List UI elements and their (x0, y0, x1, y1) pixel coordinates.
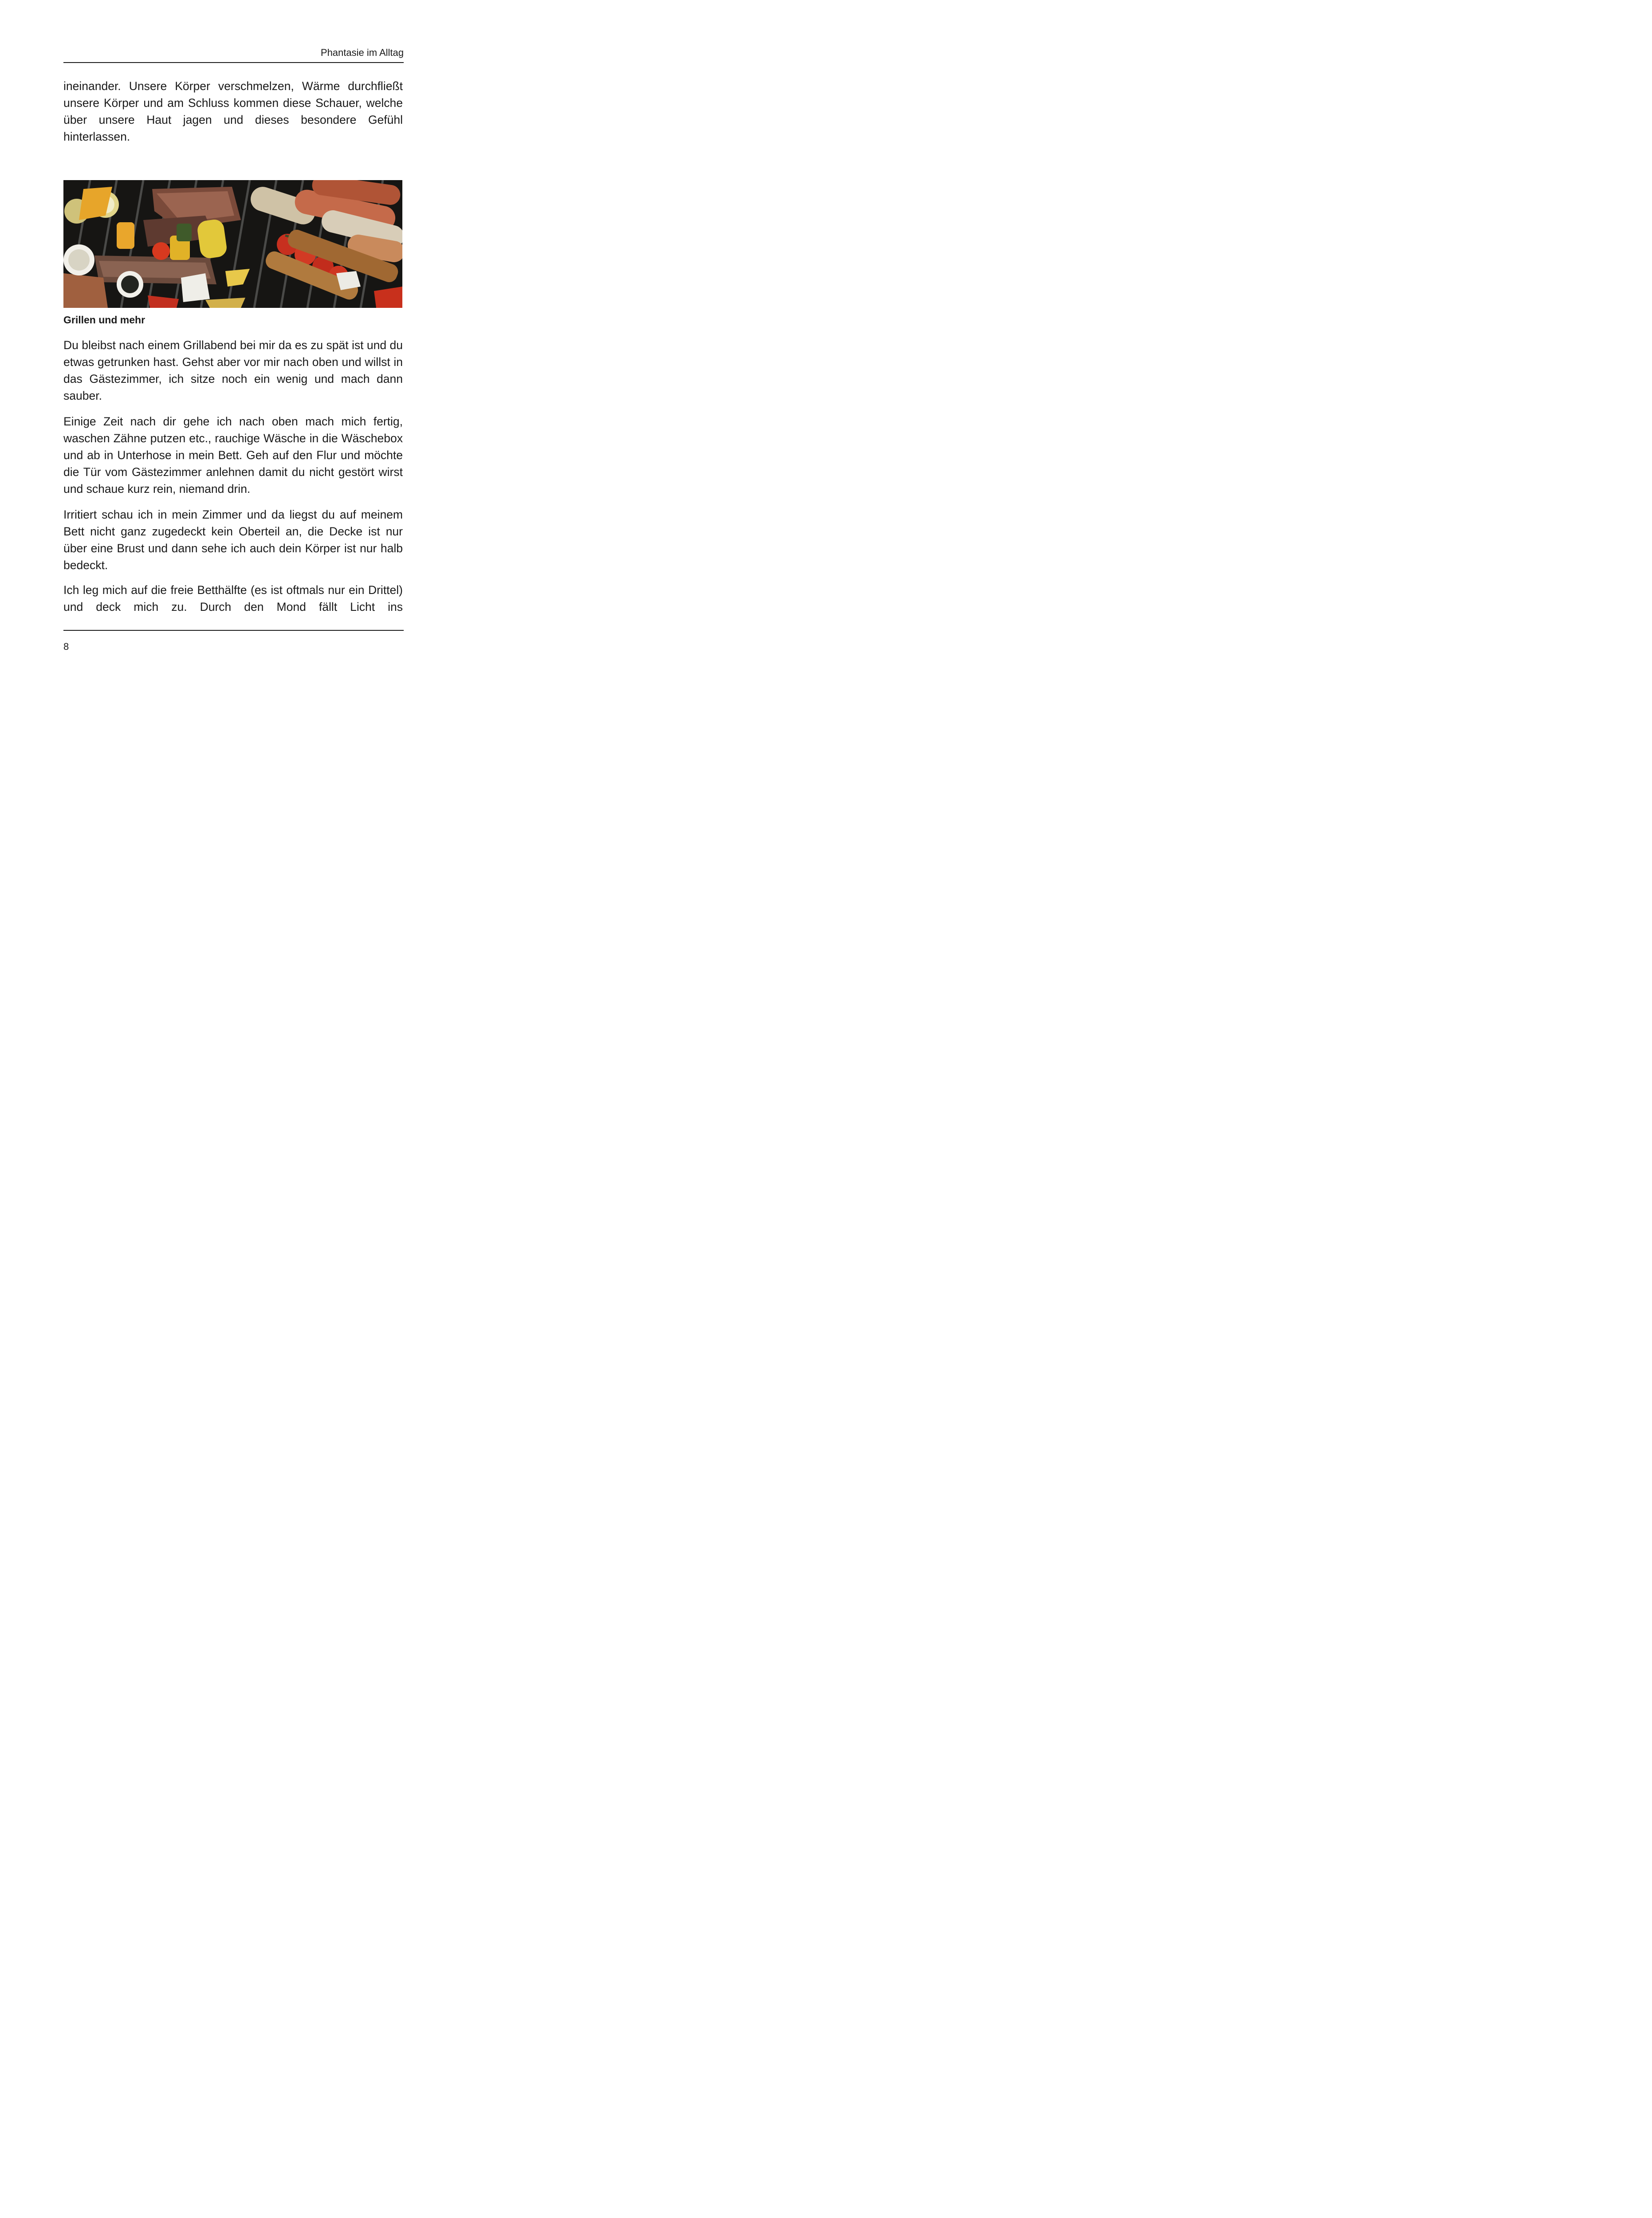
running-header-title: Phantasie im Alltag (320, 47, 404, 58)
paragraph-4: Irritiert schau ich in mein Zimmer und da liegst du auf meinem Bett nicht ganz zugedeckt kein Oberteil an, die Decke ist nur über eine Brust und dann sehe ich auch dein Körper ist nur halb bedeckt. (63, 508, 403, 572)
paragraph-3: Einige Zeit nach dir gehe ich nach oben mach mich fertig, waschen Zähne putzen etc., rauchige Wäsche in die Wäschebox und ab in Unterhose in mein Bett. Geh auf den Flur und möchte die Tür vom Gästezimmer anlehnen damit du nicht gestört wirst und schaue kurz rein, niemand drin. (63, 415, 403, 496)
grill-illustration (63, 180, 402, 308)
paragraph-1: ineinander. Unsere Körper verschmelzen, Wärme durchfließt unsere Körper und am Schluss kommen diese Schauer, welche über unsere Haut jagen und dieses besondere Gefühl hinterlassen. (63, 79, 403, 143)
figure-caption: Grillen und mehr (63, 314, 146, 326)
paragraph-2: Du bleibst nach einem Grillabend bei mir da es zu spät ist und du etwas getrunken hast. Gehst aber vor mir nach oben und willst in das Gästezimmer, ich sitze noch ein wenig und mach dann sauber. (63, 338, 403, 402)
footer-rule (63, 630, 404, 631)
page-number: 8 (63, 641, 69, 652)
header-rule (63, 62, 404, 63)
paragraph-5: Ich leg mich auf die freie Betthälfte (es ist oftmals nur ein Drittel) und deck mich zu. Durch den Mond fällt Licht ins (63, 583, 403, 613)
